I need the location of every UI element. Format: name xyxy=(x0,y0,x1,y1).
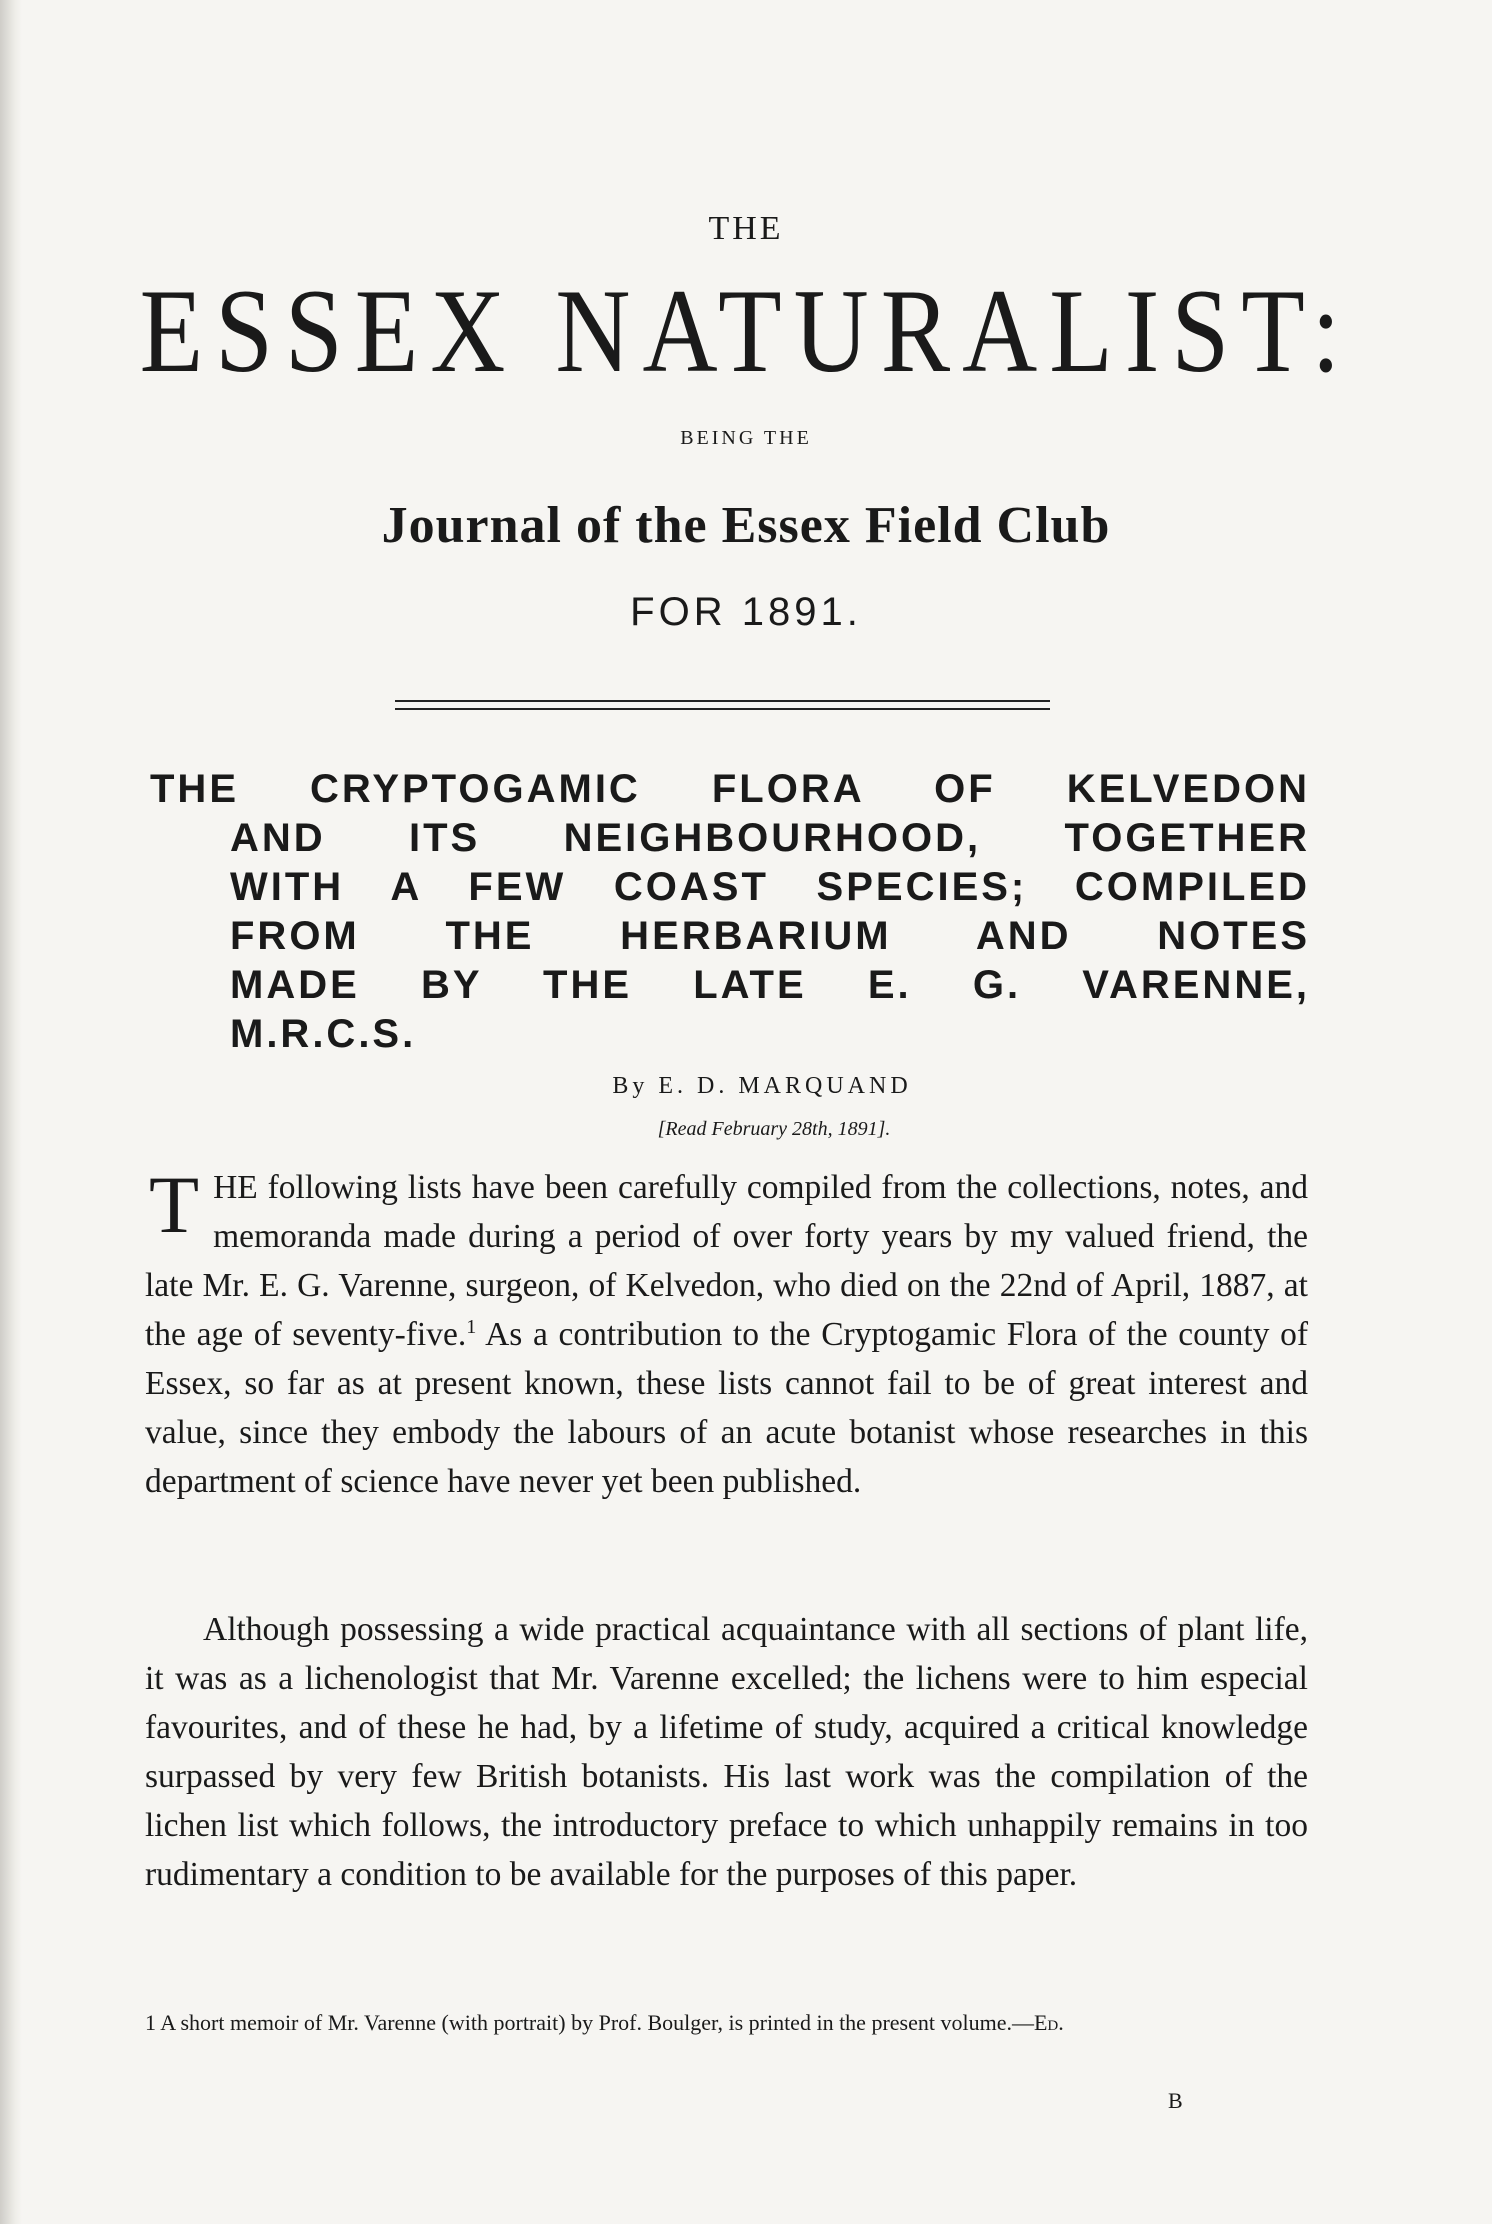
article-title-line: AND ITS NEIGHBOURHOOD, TOGETHER xyxy=(230,816,1310,860)
footnote-editor: Ed. xyxy=(1033,2010,1064,2035)
article-title-line: FROM THE HERBARIUM AND NOTES xyxy=(230,914,1310,958)
article-title-line: THE CRYPTOGAMIC FLORA OF KELVEDON xyxy=(150,767,1310,811)
footnote-text: 1 A short memoir of Mr. Varenne (with portrait) by Prof. Boulger, is printed in the present volume.— xyxy=(145,2010,1034,2035)
article-title-line: M.R.C.S. xyxy=(230,1012,417,1056)
paragraph-1-text: HE following lists have been carefully compiled from the collections, notes, and memoranda made during a period of over forty years by my valued friend, the late Mr. E. G. Varenne, surgeon, of Kelvedon, who died on the 22nd of April, 1887, at the age of seventy-five. xyxy=(145,1169,1308,1353)
footnote xyxy=(145,2010,1308,2036)
drop-cap: T xyxy=(149,1159,200,1250)
signature-mark: B xyxy=(1168,2088,1183,2113)
footnote-ref: 1 xyxy=(466,1315,477,1338)
paragraph-1-tail: As a contribution to the Cryptogamic Flora of the county of Essex, so far as at present known, these lists cannot fail to be of great interest and value, since they embody the labours of an acute botanist whose researches in this department of science have never yet been published. xyxy=(145,1316,1309,1500)
article-title xyxy=(150,765,1310,1059)
article-title-line: WITH A FEW COAST SPECIES; COMPILED xyxy=(230,865,1310,909)
paragraph-1 xyxy=(145,1159,1309,1506)
journal-subtitle: Journal of the Essex Field Club xyxy=(381,497,1111,554)
byline: By E. D. MARQUAND xyxy=(612,1073,912,1099)
paragraph-2: Although possessing a wide practical acquaintance with all sections of plant life, it was as a lichenologist that Mr. Varenne excelled; the lichens were to him especial favourites, and of these he had, by a lifetime of study, acquired a critical knowledge surpassed by very few British botanists. His last work was the compilation of the lichen list which follows, the introductory preface to which unhappily remains in too rudimentary a condition to be available for the purposes of this paper. xyxy=(145,1611,1308,1893)
journal-year: FOR 1891. xyxy=(630,590,862,634)
read-date: [Read February 28th, 1891]. xyxy=(657,1118,891,1140)
journal-title: ESSEX NATURALIST: xyxy=(139,265,1353,398)
double-rule-divider xyxy=(395,700,1050,710)
masthead-the: THE xyxy=(708,210,784,247)
article-title-line: MADE BY THE LATE E. G. VARENNE, xyxy=(230,963,1310,1007)
being-the: BEING THE xyxy=(680,427,812,449)
